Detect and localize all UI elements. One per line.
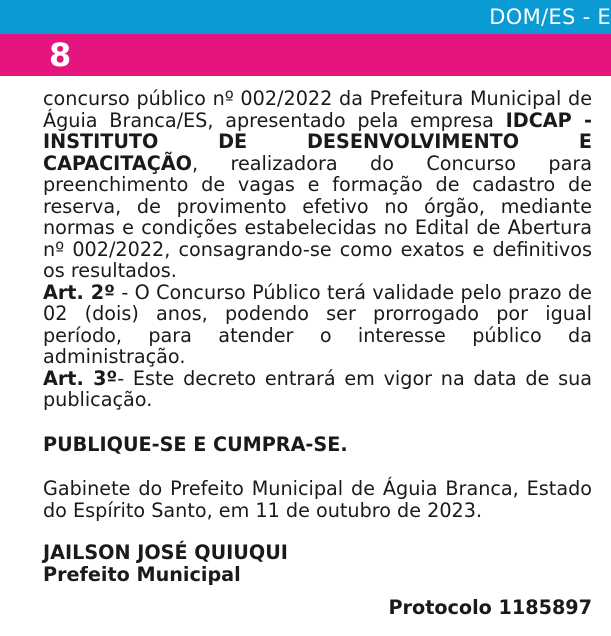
publication-title: DOM/ES - E <box>489 5 611 29</box>
publique-statement <box>43 434 592 456</box>
page-number-bar <box>0 34 611 76</box>
spacer <box>43 411 592 434</box>
header-bar <box>0 0 611 34</box>
signatory-role: Prefeito Municipal <box>43 563 241 586</box>
paragraph-results-text: concurso público nº 002/2022 da Prefeitura Municipal de Águia Branca/ES, apresentado pela empresa <box>43 87 592 132</box>
article-3-text: - Este decreto entrará em vigor na data de sua publicação. <box>43 366 592 411</box>
article-2-label: Art. 2º <box>43 280 115 304</box>
publique-text: PUBLIQUE-SE E CUMPRA-SE. <box>43 432 348 456</box>
decree-body <box>43 88 592 586</box>
article-3 <box>43 368 592 411</box>
paragraph-results <box>43 88 592 282</box>
paragraph-results-rest: , realizadora do Concurso para preenchimento de vagas e formação de cadastro de reserva, de provimento efetivo no órgão, mediante normas e condições estabelecidas no Edital de Abertura nº 002/2022, consagrando-se como exatos e definitivos os resultados. <box>43 151 592 282</box>
gabinete-statement: Gabinete do Prefeito Municipal de Águia Branca, Estado do Espírito Santo, em 11 de outubro de 2023. <box>43 477 592 522</box>
spacer <box>43 455 592 478</box>
company-name: IDCAP - INSTITUTO DE DESENVOLVIMENTO E CAPACITAÇÃO <box>43 108 592 175</box>
article-2 <box>43 282 592 368</box>
page-number: 8 <box>49 36 72 74</box>
article-3-label: Art. 3º <box>43 366 118 390</box>
article-2-text: - O Concurso Público terá validade pelo prazo de 02 (dois) anos, podendo ser prorrogado por igual período, para atender o interesse público da administração. <box>43 280 592 368</box>
spacer <box>43 521 592 542</box>
protocol-number: Protocolo 1185897 <box>388 596 592 619</box>
signatory-name: JAILSON JOSÉ QUIUQUI <box>43 541 288 564</box>
